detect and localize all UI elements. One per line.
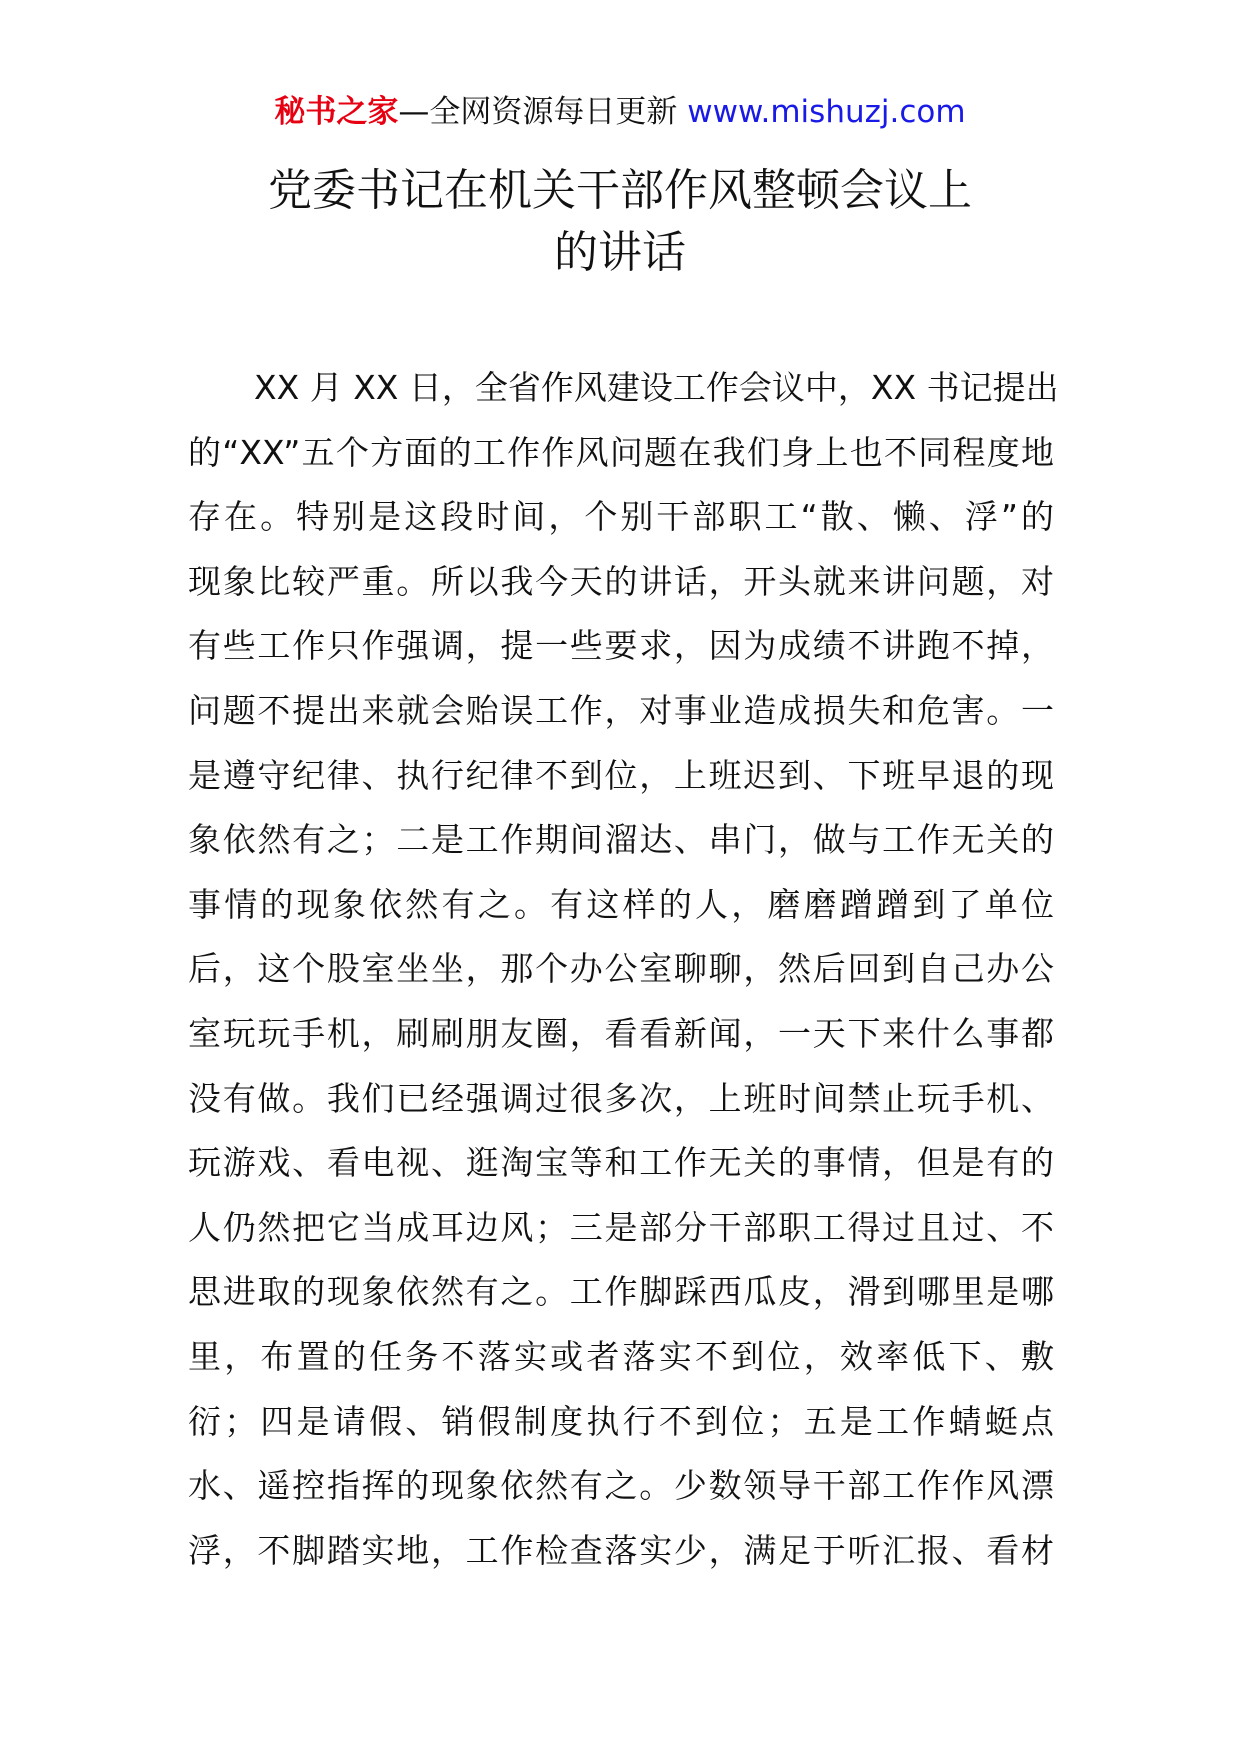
brand-name: 秘书之家	[274, 94, 399, 130]
paragraph-line: 象依然有之；二是工作期间溜达、串门，做与工作无关的	[188, 820, 1054, 860]
title-line-1: 党委书记在机关干部作风整顿会议上	[268, 165, 972, 216]
paragraph-line: XX 月 XX 日，全省作风建设工作会议中，XX 书记提出	[254, 368, 1059, 407]
paragraph-line: 里，布置的任务不落实或者落实不到位，效率低下、敷	[188, 1336, 1054, 1376]
paragraph-line: 的“XX”五个方面的工作作风问题在我们身上也不同程度地	[188, 432, 1054, 472]
body-paragraph	[188, 356, 1059, 1583]
document-title	[0, 160, 1240, 284]
paragraph-line: 浮，不脚踏实地，工作检查落实少，满足于听汇报、看材	[188, 1530, 1054, 1570]
site-url-link[interactable]: www.mishuzj.com	[687, 94, 966, 130]
site-header	[0, 92, 1240, 132]
paragraph-line: 是遵守纪律、执行纪律不到位，上班迟到、下班早退的现	[188, 755, 1054, 795]
paragraph-line: 思进取的现象依然有之。工作脚踩西瓜皮，滑到哪里是哪	[188, 1272, 1054, 1312]
paragraph-line: 水、遥控指挥的现象依然有之。少数领导干部工作作风漂	[188, 1466, 1054, 1506]
paragraph-line: 室玩玩手机，刷刷朋友圈，看看新闻，一天下来什么事都	[188, 1013, 1054, 1053]
paragraph-line: 没有做。我们已经强调过很多次，上班时间禁止玩手机、	[188, 1078, 1054, 1118]
paragraph-line: 玩游戏、看电视、逛淘宝等和工作无关的事情，但是有的	[188, 1143, 1054, 1183]
paragraph-line: 衍；四是请假、销假制度执行不到位；五是工作蜻蜓点	[188, 1401, 1054, 1441]
paragraph-line: 后，这个股室坐坐，那个办公室聊聊，然后回到自己办公	[188, 949, 1054, 989]
paragraph-line: 现象比较严重。所以我今天的讲话，开头就来讲问题，对	[188, 561, 1054, 601]
paragraph-line: 有些工作只作强调，提一些要求，因为成绩不讲跑不掉，	[188, 626, 1054, 666]
slogan: —全网资源每日更新	[398, 94, 678, 130]
paragraph-line: 人仍然把它当成耳边风；三是部分干部职工得过且过、不	[188, 1207, 1054, 1247]
paragraph-line: 问题不提出来就会贻误工作，对事业造成损失和危害。一	[188, 690, 1054, 730]
paragraph-line: 存在。特别是这段时间，个别干部职工“散、懒、浮”的	[188, 497, 1054, 537]
title-line-2: 的讲话	[554, 227, 686, 278]
paragraph-line: 事情的现象依然有之。有这样的人，磨磨蹭蹭到了单位	[188, 884, 1054, 924]
